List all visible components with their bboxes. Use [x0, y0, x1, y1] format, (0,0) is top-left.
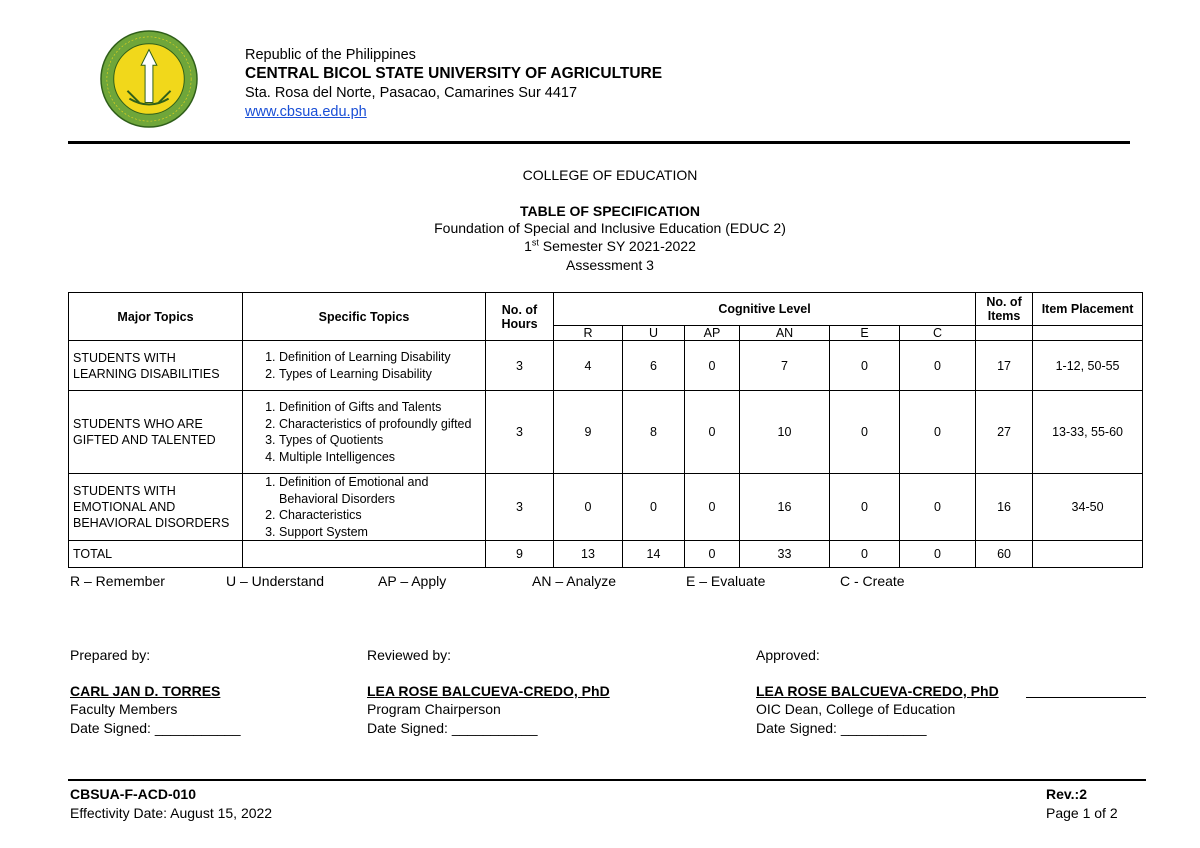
level-cell: 0	[685, 391, 740, 474]
level-cell: 0	[554, 474, 623, 541]
items-cell: 17	[976, 341, 1033, 391]
approved-signature-line	[1026, 697, 1146, 698]
level-cell: 0	[900, 391, 976, 474]
form-code: CBSUA-F-ACD-010	[70, 786, 197, 802]
level-cell: 8	[623, 391, 685, 474]
level-header-ap: AP	[685, 326, 740, 341]
header-divider	[68, 141, 1130, 144]
level-cell: 0	[623, 474, 685, 541]
total-row	[69, 541, 1143, 568]
header-items: No. of Items	[976, 293, 1033, 326]
legend-understand: U – Understand	[226, 573, 325, 589]
total-placement-spacer	[1033, 541, 1143, 568]
major-topic: STUDENTS WHO ARE GIFTED AND TALENTED	[69, 391, 243, 474]
reviewed-name: LEA ROSE BALCUEVA-CREDO, PhD	[367, 683, 610, 699]
header-hours: No. of Hours	[486, 293, 554, 341]
specific-topic-item: 1. Definition of Learning Disability	[279, 349, 481, 366]
legend-remember: R – Remember	[70, 573, 165, 589]
level-header-r: R	[554, 326, 623, 341]
specification-table	[68, 292, 1143, 568]
university-seal-logo	[100, 30, 198, 128]
reviewed-role: Program Chairperson	[367, 701, 501, 717]
table-row	[69, 391, 1143, 474]
items-header-spacer	[976, 326, 1033, 341]
reviewed-date: Date Signed: ___________	[367, 720, 538, 736]
total-specific-spacer	[243, 541, 486, 568]
placement-header-spacer	[1033, 326, 1143, 341]
level-header-e: E	[830, 326, 900, 341]
legend-apply: AP – Apply	[378, 573, 447, 589]
header-specific-topics: Specific Topics	[243, 293, 486, 341]
table-row	[69, 474, 1143, 541]
page-number: Page 1 of 2	[1046, 805, 1118, 821]
total-level-cell: 14	[623, 541, 685, 568]
prepared-name: CARL JAN D. TORRES	[70, 683, 221, 699]
level-cell: 0	[900, 341, 976, 391]
level-cell: 7	[740, 341, 830, 391]
hours-cell: 3	[486, 341, 554, 391]
approved-name: LEA ROSE BALCUEVA-CREDO, PhD	[756, 683, 999, 699]
prepared-label: Prepared by:	[70, 647, 151, 663]
total-level-cell: 0	[830, 541, 900, 568]
total-level-cell: 0	[685, 541, 740, 568]
semester-line: 1st Semester SY 2021-2022	[524, 237, 696, 254]
assessment-label: Assessment 3	[566, 257, 654, 273]
course-name: Foundation of Special and Inclusive Education (EDUC 2)	[434, 220, 786, 236]
prepared-date: Date Signed: ___________	[70, 720, 241, 736]
specific-topic-item: 4. Multiple Intelligences	[279, 449, 481, 466]
total-hours: 9	[486, 541, 554, 568]
major-topic: STUDENTS WITH LEARNING DISABILITIES	[69, 341, 243, 391]
total-label: TOTAL	[69, 541, 243, 568]
level-header-an: AN	[740, 326, 830, 341]
republic-line: Republic of the Philippines	[245, 47, 416, 63]
effectivity-date: Effectivity Date: August 15, 2022	[70, 805, 273, 821]
level-header-u: U	[623, 326, 685, 341]
specific-topic-item: 1. Definition of Emotional and Behavioral Disorders	[279, 474, 481, 507]
approved-date: Date Signed: ___________	[756, 720, 927, 736]
specific-topic-item: 3. Support System	[279, 524, 481, 541]
total-level-cell: 33	[740, 541, 830, 568]
level-header-c: C	[900, 326, 976, 341]
header-item-placement: Item Placement	[1033, 293, 1143, 326]
legend-create: C - Create	[840, 573, 905, 589]
level-cell: 0	[830, 474, 900, 541]
specific-topic-item: 3. Types of Quotients	[279, 432, 481, 449]
level-cell: 9	[554, 391, 623, 474]
university-address: Sta. Rosa del Norte, Pasacao, Camarines Sur 4417	[245, 85, 578, 101]
hours-cell: 3	[486, 474, 554, 541]
specific-topics	[243, 341, 486, 391]
placement-cell: 13-33, 55-60	[1033, 391, 1143, 474]
level-cell: 4	[554, 341, 623, 391]
specific-topic-item: 2. Types of Learning Disability	[279, 366, 481, 383]
specific-topics	[243, 391, 486, 474]
legend-analyze: AN – Analyze	[532, 573, 617, 589]
specific-topic-item: 1. Definition of Gifts and Talents	[279, 399, 481, 416]
specific-topics	[243, 474, 486, 541]
total-items: 60	[976, 541, 1033, 568]
level-cell: 0	[830, 391, 900, 474]
university-name: CENTRAL BICOL STATE UNIVERSITY OF AGRICULTURE	[245, 65, 663, 82]
header-major-topics: Major Topics	[69, 293, 243, 341]
approved-label: Approved:	[756, 647, 820, 663]
items-cell: 27	[976, 391, 1033, 474]
revision-number: Rev.:2	[1046, 786, 1087, 802]
specific-topic-item: 2. Characteristics of profoundly gifted	[279, 416, 481, 433]
level-cell: 16	[740, 474, 830, 541]
level-cell: 6	[623, 341, 685, 391]
hours-cell: 3	[486, 391, 554, 474]
items-cell: 16	[976, 474, 1033, 541]
prepared-role: Faculty Members	[70, 701, 178, 717]
level-cell: 0	[830, 341, 900, 391]
total-level-cell: 0	[900, 541, 976, 568]
approved-role: OIC Dean, College of Education	[756, 701, 956, 717]
level-cell: 10	[740, 391, 830, 474]
footer-divider	[68, 779, 1146, 781]
document-title: TABLE OF SPECIFICATION	[520, 203, 700, 219]
reviewed-label: Reviewed by:	[367, 647, 452, 663]
table-row	[69, 341, 1143, 391]
major-topic: STUDENTS WITH EMOTIONAL AND BEHAVIORAL DISORDERS	[69, 474, 243, 541]
placement-cell: 1-12, 50-55	[1033, 341, 1143, 391]
placement-cell: 34-50	[1033, 474, 1143, 541]
specific-topic-item: 2. Characteristics	[279, 507, 481, 524]
total-level-cell: 13	[554, 541, 623, 568]
legend-evaluate: E – Evaluate	[686, 573, 766, 589]
level-cell: 0	[900, 474, 976, 541]
header-cognitive-level: Cognitive Level	[554, 293, 976, 326]
level-cell: 0	[685, 341, 740, 391]
level-cell: 0	[685, 474, 740, 541]
website-link[interactable]: www.cbsua.edu.ph	[245, 104, 367, 120]
college-name: COLLEGE OF EDUCATION	[522, 167, 698, 183]
